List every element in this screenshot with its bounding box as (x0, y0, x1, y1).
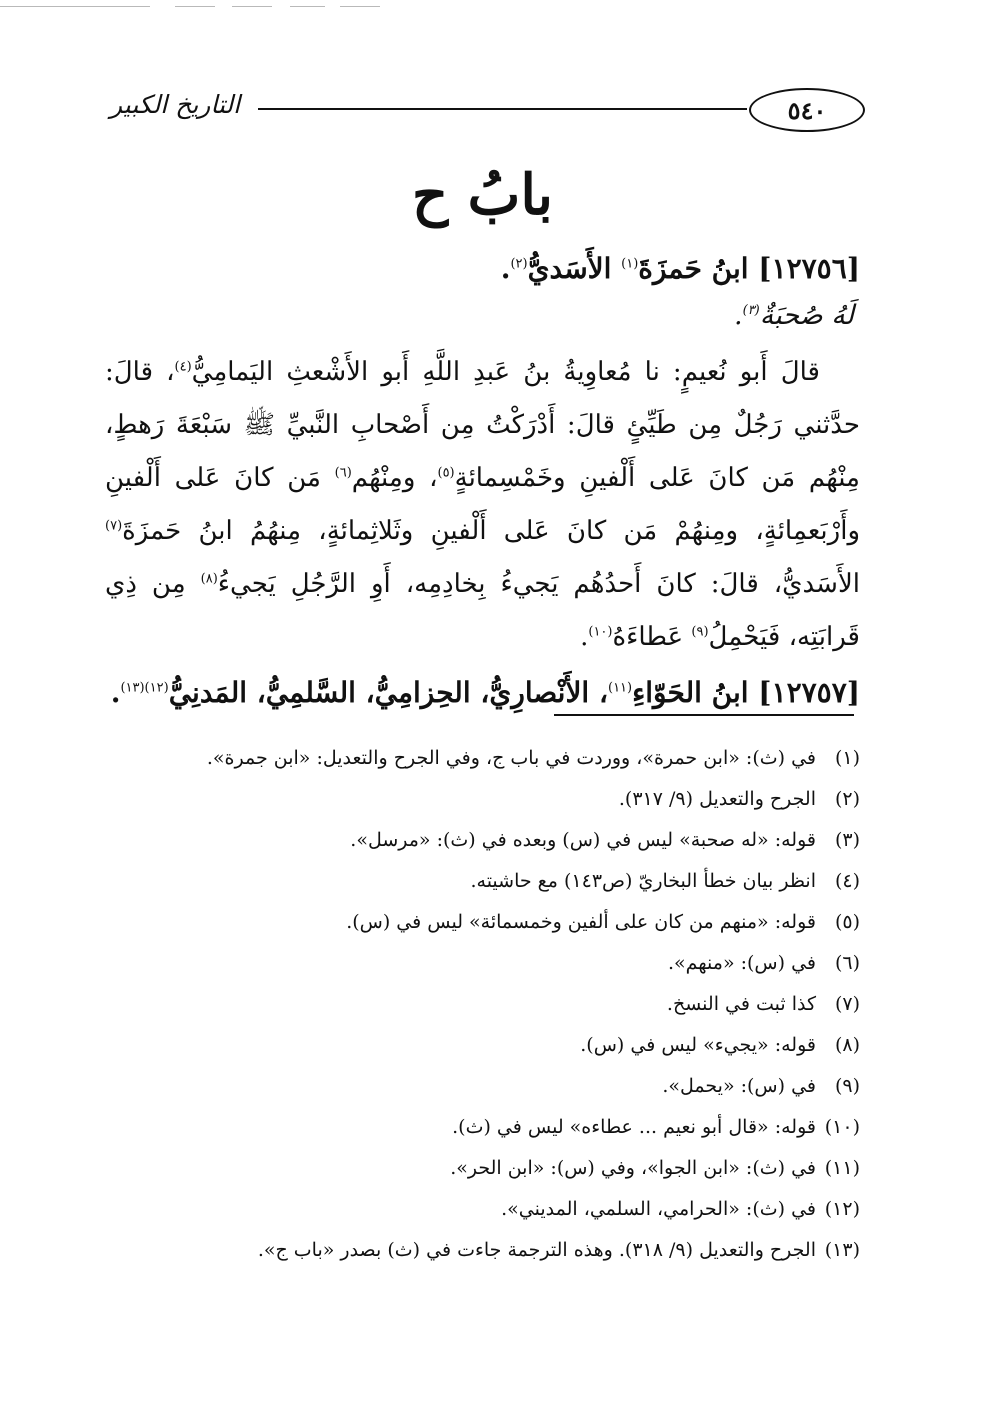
sahaba-text: لَهُ صُحبَةٌ (759, 300, 854, 331)
footnote-ref: (١) (621, 256, 639, 272)
text-run: ، قالَ: حدَّثني رَجُلٌ مِن طَيِّئٍ قالَ: أَدْرَكْتُ مِن أَصْحابِ النَّبيِّ ﷺ سَبْعَةَ رَهطٍ، مِنْهُم مَن كانَ عَلى أَلْفينِ وخَمْسِمائةٍ (105, 357, 860, 493)
footnote-item (120, 1148, 860, 1189)
footnote-item (120, 1066, 860, 1107)
footnote-item (120, 820, 860, 861)
footnote-item (120, 861, 860, 902)
footnote-separator (554, 714, 854, 716)
text-run: الأَسَديُّ، قالَ: كانَ أَحدُهُم يَجيءُ بِخادِمِه، أَوِ الرَّجُلِ يَجيءُ (217, 569, 860, 599)
footnote-number: (٥) (834, 911, 860, 933)
main-text (105, 150, 860, 716)
footnotes-list (120, 738, 860, 1271)
footnote-number: (١١) (824, 1157, 860, 1179)
footnote-text: الجرح والتعديل (٩/ ٣١٨). وهذه الترجمة جاءت في (ث) بصدر «باب ج». (257, 1239, 816, 1261)
footnote-text: في (ث): «ابن حمرة»، ووردت في باب ج، وفي الجرح والتعديل: «ابن جمرة». (206, 747, 816, 769)
chapter-title: بابُ ح (411, 162, 553, 228)
text-run: . (580, 622, 589, 652)
narration-paragraph (105, 346, 860, 664)
footnote-ref: (١١) (607, 680, 633, 696)
footnote-number: (٣) (834, 829, 860, 851)
text-run: مَن كانَ عَلى أَلْفينِ وأَرْبَعمِائةٍ، ومِنهُمْ مَن كانَ عَلى أَلْفينِ وثَلاثِمائةٍ، مِنهُمُ ابنُ حَمزَةَ (105, 463, 860, 546)
footnote-item (120, 984, 860, 1025)
text-run: قالَ أَبو نُعيمٍ: نا مُعاوِيةُ بنُ عَبدِ اللَّهِ أَبو الأَشْعثِ اليَمامِيُّ (191, 357, 820, 387)
footnote-text: انظر بيان خطأ البخاريّ (ص١٤٣) مع حاشيته. (470, 870, 816, 892)
footnote-ref: (١٠) (588, 624, 613, 640)
footnote-number: (١) (834, 747, 860, 769)
footnote-text: قوله: «قال أبو نعيم ... عطاءه» ليس في (ث). (452, 1116, 816, 1138)
footnote-number: (٩) (834, 1075, 860, 1097)
text-run: مِن ذِي قَرابَتِه، فَيَحْمِلُ (105, 569, 860, 652)
footnote-item (120, 1107, 860, 1148)
footnote-ref: (١٢)(١٣) (120, 680, 169, 696)
entry-nisba: ، الأَنْصارِيُّ، الحِزامِيُّ، السَّلمِيُّ، المَدنِيُّ (168, 676, 608, 709)
entry-name: ابنُ الحَوّاءِ (632, 676, 749, 709)
footnote-text: في (س): «منهم». (667, 952, 816, 974)
entry-heading (105, 246, 860, 292)
footnote-number: (١٣) (824, 1239, 860, 1261)
footnote-text: قوله: «منهم من كان على ألفين وخمسمائة» ليس في (س). (346, 911, 816, 933)
footnote-text: الجرح والتعديل (٩/ ٣١٧). (618, 788, 816, 810)
footnote-ref: (٤) (174, 359, 192, 375)
entry-end: . (500, 252, 511, 285)
footnote-item (120, 1230, 860, 1271)
page-header (110, 88, 865, 134)
footnote-number: (٢) (834, 788, 860, 810)
footnote-number: (٧) (834, 993, 860, 1015)
footnote-text: قوله: «له صحبة» ليس في (س) وبعده في (ث): «مرسل». (350, 829, 816, 851)
book-title: التاريخ الكبير (110, 90, 241, 119)
footnote-ref: (٦) (334, 465, 352, 481)
footnote-ref: (٥) (437, 465, 455, 481)
footnote-ref: (٢) (510, 256, 528, 272)
entry-number: [١٢٧٥٦] (758, 252, 860, 285)
footnote-text: في (ث): «ابن الجوا»، وفي (س): «ابن الحر». (450, 1157, 816, 1179)
sahaba-end: . (734, 300, 743, 331)
header-rule (258, 108, 747, 110)
footnote-text: قوله: «يجيء» ليس في (س). (580, 1034, 816, 1056)
entry-heading (105, 670, 860, 716)
footnote-item (120, 1025, 860, 1066)
text-run: ، ومِنْهُم (351, 463, 438, 493)
footnote-number: (٨) (834, 1034, 860, 1056)
footnote-ref: (٣) (742, 303, 760, 318)
footnote-number: (٤) (834, 870, 860, 892)
entry-end: . (110, 676, 121, 709)
footnote-text: كذا ثبت في النسخ. (666, 993, 816, 1015)
footnote-number: (١٠) (824, 1116, 860, 1138)
footnote-ref: (٨) (200, 571, 218, 587)
footnote-item (120, 738, 860, 779)
footnote-item (120, 943, 860, 984)
entry-name: ابنُ حَمزَةَ (638, 252, 749, 285)
page-number: ٥٤٠ (749, 88, 865, 132)
footnote-number: (١٢) (824, 1198, 860, 1220)
sahaba-note (105, 292, 860, 340)
entry-number: [١٢٧٥٧] (758, 676, 860, 709)
footnote-item (120, 779, 860, 820)
entry-nisba: الأَسَديُّ (527, 252, 622, 285)
footnote-item (120, 902, 860, 943)
footnote-ref: (٩) (691, 624, 709, 640)
text-run: عَطاءَهُ (612, 622, 692, 652)
footnote-text: في (ث): «الحرامي، السلمي، المديني». (501, 1198, 816, 1220)
footnote-text: في (س): «يحمل». (662, 1075, 816, 1097)
footnote-number: (٦) (834, 952, 860, 974)
scan-artifact-lines (0, 0, 989, 14)
footnote-ref: (٧) (105, 518, 123, 534)
footnote-item (120, 1189, 860, 1230)
